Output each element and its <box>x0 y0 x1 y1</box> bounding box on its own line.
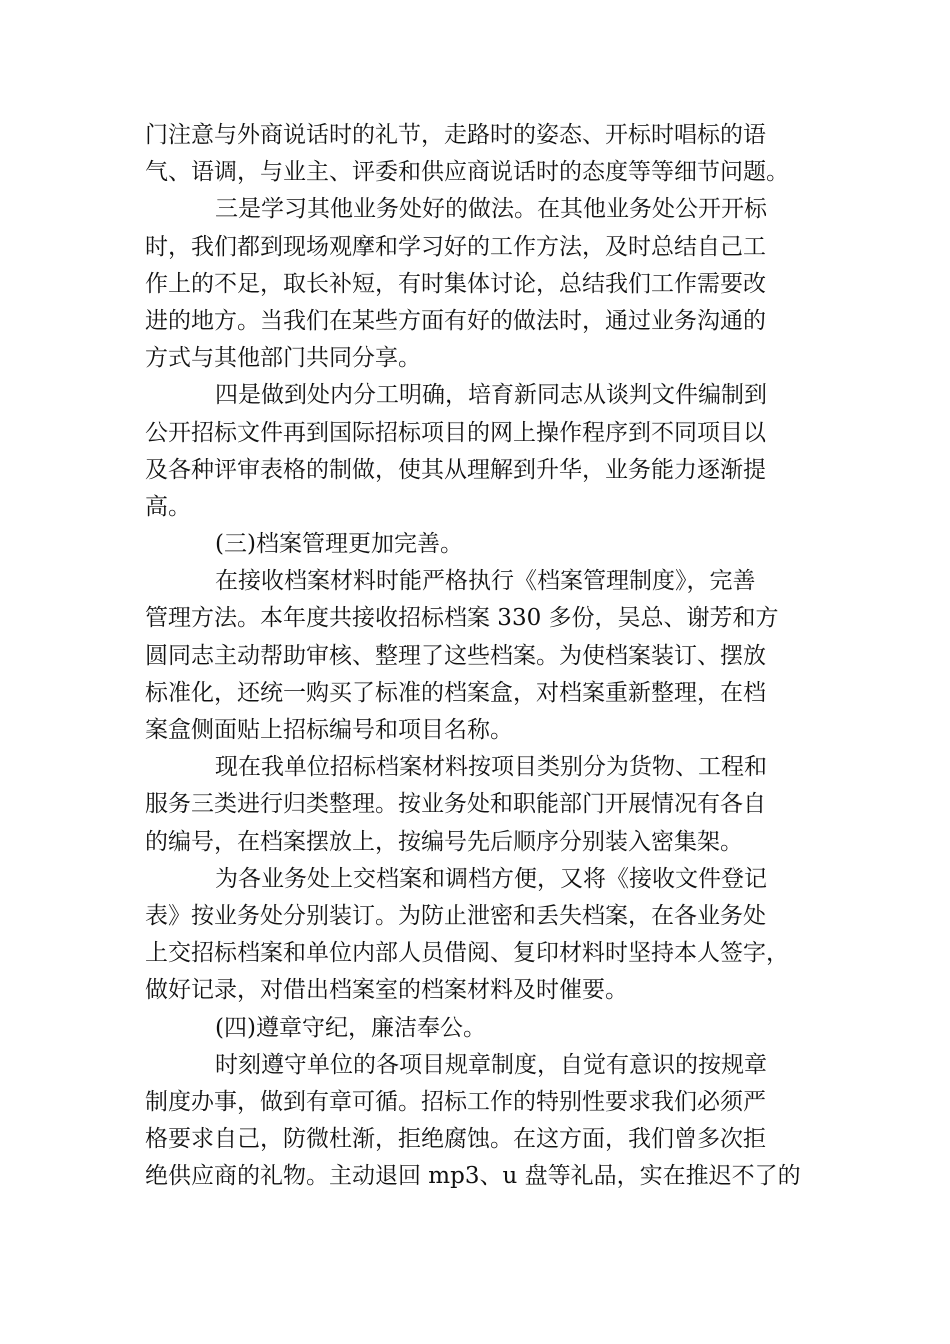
text-line: 上交招标档案和单位内部人员借阅、复印材料时坚持本人签字， <box>145 940 789 967</box>
text-line: 公开招标文件再到国际招标项目的网上操作程序到不同项目以 <box>145 419 766 446</box>
text-line: 及各种评审表格的制做，使其从理解到升华，业务能力逐渐提 <box>145 456 766 483</box>
document-body <box>145 117 805 1195</box>
section-heading: (四)遵章守纪，廉洁奉公。 <box>215 1014 486 1041</box>
text-line: 做好记录，对借出档案室的档案材料及时催要。 <box>145 977 628 1004</box>
text-line: 高。 <box>145 493 191 520</box>
text-line: 进的地方。当我们在某些方面有好的做法时，通过业务沟通的 <box>145 307 766 334</box>
paragraph-first-line: 在接收档案材料时能严格执行《档案管理制度》，完善 <box>215 568 756 595</box>
text-line: 标准化，还统一购买了标准的档案盒，对档案重新整理，在档 <box>145 679 766 706</box>
text-line: 门注意与外商说话时的礼节，走路时的姿态、开标时唱标的语 <box>145 122 766 148</box>
section-heading: (三)档案管理更加完善。 <box>215 531 463 558</box>
text-line: 气、语调，与业主、评委和供应商说话时的态度等等细节问题。 <box>145 159 789 186</box>
text-line: 的编号，在档案摆放上，按编号先后顺序分别装入密集架。 <box>145 828 743 855</box>
text-line: 表》按业务处分别装订。为防止泄密和丢失档案，在各业务处 <box>145 902 766 929</box>
text-line: 服务三类进行归类整理。按业务处和职能部门开展情况有各自 <box>145 791 766 818</box>
text-line: 时，我们都到现场观摩和学习好的工作方法，及时总结自己工 <box>145 233 766 260</box>
paragraph-first-line: 四是做到处内分工明确，培育新同志从谈判文件编制到 <box>215 382 767 409</box>
text-line: 圆同志主动帮助审核、整理了这些档案。为使档案装订、摆放 <box>145 642 766 669</box>
text-line: 案盒侧面贴上招标编号和项目名称。 <box>145 717 513 743</box>
text-line: 管理方法。本年度共接收招标档案 330 多份，吴总、谢芳和方 <box>145 605 779 632</box>
paragraph-first-line: 现在我单位招标档案材料按项目类别分为货物、工程和 <box>215 754 767 781</box>
paragraph-first-line: 时刻遵守单位的各项目规章制度，自觉有意识的按规章 <box>215 1051 767 1078</box>
text-line: 格要求自己，防微杜渐，拒绝腐蚀。在这方面，我们曾多次拒 <box>145 1126 766 1153</box>
text-line: 制度办事，做到有章可循。招标工作的特别性要求我们必须严 <box>145 1088 766 1115</box>
paragraph-first-line: 为各业务处上交档案和调档方便，又将《接收文件登记 <box>215 865 767 892</box>
text-line: 绝供应商的礼物。主动退回 mp3、u 盘等礼品，实在推迟不了的 <box>145 1163 801 1190</box>
paragraph-first-line: 三是学习其他业务处好的做法。在其他业务处公开开标 <box>215 196 767 223</box>
text-line: 作上的不足，取长补短，有时集体讨论，总结我们工作需要改 <box>145 270 766 297</box>
text-line: 方式与其他部门共同分享。 <box>145 345 421 372</box>
